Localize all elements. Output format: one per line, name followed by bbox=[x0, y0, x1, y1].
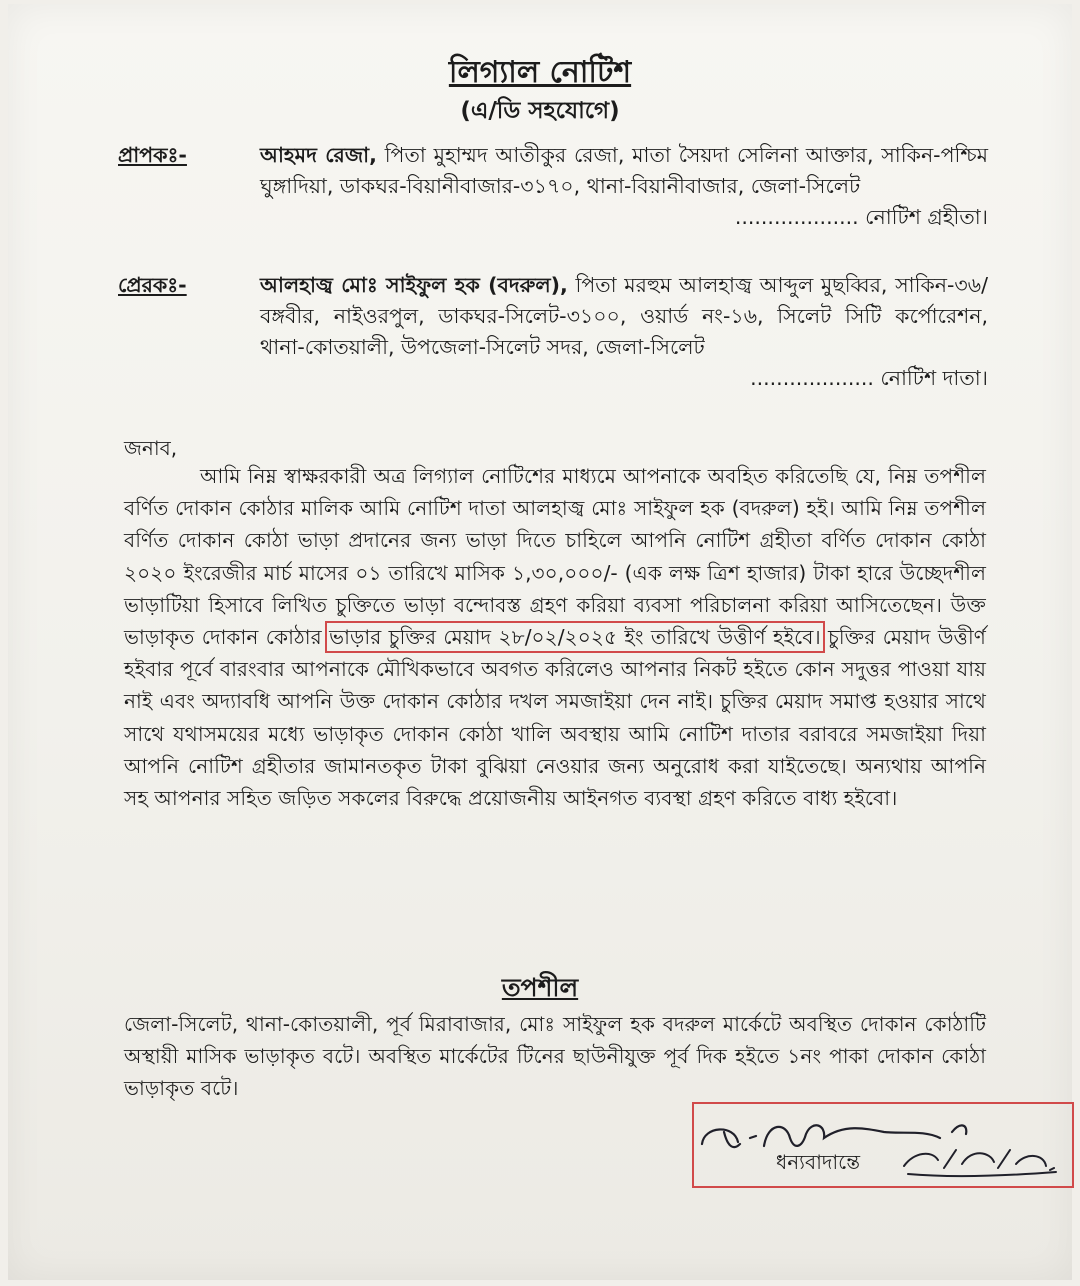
schedule-text: জেলা-সিলেট, থানা-কোতয়ালী, পূর্ব মিরাবাজার, মোঃ সাইফুল হক বদরুল মার্কেটে অবস্থিত দোকান কোঠাটি অস্থায়ী মাসিক ভাড়াকৃত বটে। অবস্থিত মার্কেটের টিনের ছাউনীযুক্ত পূর্ব দিক হইতে ১নং পাকা দোকান কোঠা ভাড়াকৃত বটে। bbox=[124, 1012, 986, 1100]
notice-title: লিগ্যাল নোটিশ bbox=[448, 55, 632, 90]
notice-body bbox=[124, 460, 986, 814]
recipient-role: ................... নোটিশ গ্রহীতা। bbox=[734, 205, 988, 229]
recipient-body bbox=[260, 140, 988, 233]
recipient-label: প্রাপকঃ- bbox=[118, 143, 187, 167]
closing-text: ধন্যবাদান্তে bbox=[776, 1150, 861, 1174]
schedule-title: তপশীল bbox=[501, 973, 579, 1002]
notice-subtitle: (এ/ডি সহযোগে) bbox=[460, 98, 620, 124]
handwritten-signature bbox=[694, 1104, 1072, 1186]
body-text-part2: চুক্তির মেয়াদ উত্তীর্ণ হইবার পূর্বে বারংবার আপনাকে মৌখিকভাবে অবগত করিলেও আপনার নিকট হইতে কোন সদুত্তর পাওয়া যায় নাই এবং অদ্যাবধি আপনি উক্ত দোকান কোঠার দখল সমজাইয়া দেন নাই। চুক্তির মেয়াদ সমাপ্ত হওয়ার সাথে সাথে যথাসময়ের মধ্যে ভাড়াকৃত দোকান কোঠা খালি অবস্থায় আমি নোটিশ দাতার বরাবরে সমজাইয়া দিয়া আপনি নোটিশ গ্রহীতার জামানতকৃত টাকা বুঝিয়া নেওয়ার জন্য অনুরোধ করা যাইতেছে। অন্যথায় আপনি সহ আপনার সহিত জড়িত সকলের বিরুদ্ধে প্রয়োজনীয় আইনগত ব্যবস্থা গ্রহণ করিতে বাধ্য হইবো। bbox=[124, 625, 986, 811]
recipient-details: পিতা মুহাম্মদ আতীকুর রেজা, মাতা সৈয়দা সেলিনা আক্তার, সাকিন-পশ্চিম ঘুঙ্গাদিয়া, ডাকঘর-বিয়ানীবাজার-৩১৭০, থানা-বিয়ানীবাজার, জেলা-সিলেট bbox=[260, 143, 988, 198]
salutation: জনাব, bbox=[124, 436, 178, 460]
sender-role: ................... নোটিশ দাতা। bbox=[750, 366, 988, 390]
recipient-name: আহমদ রেজা, bbox=[260, 143, 377, 167]
sender-name: আলহাজ্ব মোঃ সাইফুল হক (বদরুল), bbox=[260, 273, 568, 297]
sender-label: প্রেরকঃ- bbox=[118, 273, 187, 297]
body-text-part1: আমি নিম্ন স্বাক্ষরকারী অত্র লিগ্যাল নোটিশের মাধ্যমে আপনাকে অবহিত করিতেছি যে, নিম্ন তপশীল বর্ণিত দোকান কোঠার মালিক আমি নোটিশ দাতা আলহাজ্ব মোঃ সাইফুল হক (বদরুল) হই। আমি নিম্ন তপশীল বর্ণিত দোকান কোঠা ভাড়া প্রদানের জন্য ভাড়া দিতে চাহিলে আপনি নোটিশ গ্রহীতা বর্ণিত দোকান কোঠা ২০২০ ইংরেজীর মার্চ মাসের ০১ তারিখে মাসিক ১,৩০,০০০/- (এক লক্ষ ত্রিশ হাজার) টাকা হারে উচ্ছেদশীল ভাড়াটিয়া হিসাবে লিখিত চুক্তিতে ভাড়া বন্দোবস্ত গ্রহণ করিয়া ব্যবসা পরিচালনা করিয়া আসিতেছেন। উক্ত ভাড়াকৃত দোকান কোঠার bbox=[124, 464, 986, 650]
highlighted-expiry-clause: ভাড়ার চুক্তির মেয়াদ ২৮/০২/২০২৫ ইং তারিখে উত্তীর্ণ হইবে। bbox=[329, 625, 821, 650]
signature-box bbox=[692, 1102, 1074, 1188]
sender-body bbox=[260, 270, 988, 394]
sender-details: পিতা মরহুম আলহাজ্ব আব্দুল মুছব্বির, সাকিন-৩৬/বঙ্গবীর, নাইওরপুল, ডাকঘর-সিলেট-৩১০০, ওয়ার্ড নং-১৬, সিলেট সিটি কর্পোরেশন, থানা-কোতয়ালী, উপজেলা-সিলেট সদর, জেলা-সিলেট bbox=[260, 273, 988, 359]
